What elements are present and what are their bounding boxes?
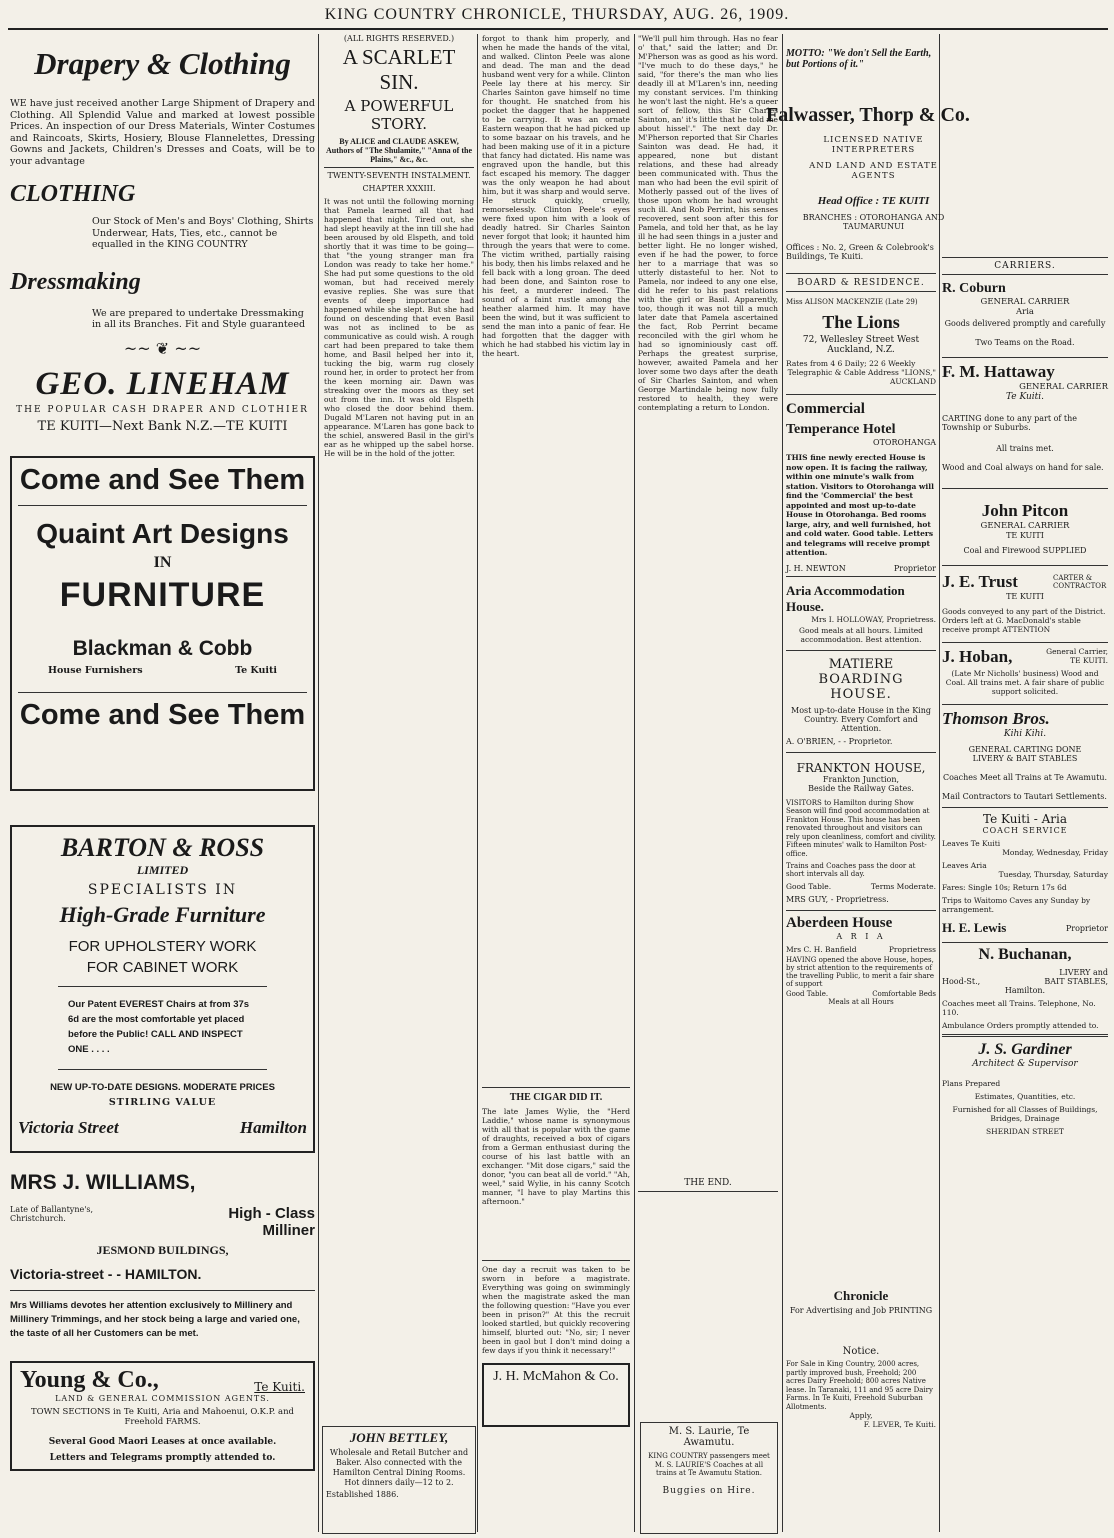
divider [786,650,936,651]
coburn-text: Goods delivered promptly and carefully [944,319,1106,328]
coal-firewood: Coal and Firewood SUPPLIED [963,546,1087,555]
divider [786,910,936,911]
divider [942,565,1108,566]
railway-gates: Beside the Railway Gates. [808,783,914,793]
hattaway-name: F. M. Hattaway [942,362,1055,381]
story-title: A SCARLET SIN. [342,45,456,94]
land-agents: LAND & GENERAL COMMISSION AGENTS. [55,1393,270,1403]
lineham-location: TE KUITI—Next Bank N.Z.—TE KUITI [37,418,288,434]
divider [942,642,1108,643]
lions-name: The Lions [822,312,900,332]
divider [18,505,307,506]
licensed-label: LICENSED NATIVE INTERPRETERS [823,135,924,155]
aria-meals: Good meals at all hours. Limited accommodation. Best attention. [799,625,923,644]
high-grade-label: High-Grade Furniture [59,901,266,927]
trust-te-kuiti: TE KUITI [1006,592,1044,601]
house-furnishers: House Furnishers [48,664,143,676]
divider [942,807,1108,808]
branches-label: BRANCHES : OTOROHANGA AND TAUMARUNUI [802,213,945,231]
land-agents-label: AND LAND AND ESTATE AGENTS [809,161,938,181]
furniture-heading: FURNITURE [59,575,266,614]
clothing-text: Our Stock of Men's and Boys' Clothing, Shirts Underwear, Hats, Ties, etc., cannot be equalled in the KING COUNTRY [92,216,314,250]
column-divider [477,34,478,1532]
notice-ad [786,1346,936,1429]
jesmond-label: JESMOND BUILDINGS, [96,1242,229,1257]
hoban-text: (Late Mr Nicholls' business) Wood and Coal. All trains met. A fair share of public support solicited. [945,669,1105,696]
hattaway-carrier: GENERAL CARRIER [1019,382,1108,392]
hoban-carrier: General Carrier, TE KUITI. [1046,647,1108,665]
buggies-label: Buggies on Hire. [662,1485,756,1496]
bettley-established: Established 1886. [326,1490,399,1499]
carting-text: CARTING done to any part of the Township or Suburbs. [942,414,1078,432]
carriers-heading: CARRIERS. [994,261,1056,271]
furnished-label: Furnished for all Classes of Buildings, Bridges, Drainage [952,1105,1098,1123]
williams-name: MRS J. WILLIAMS, [10,1170,196,1194]
hamilton-label: Hamilton [239,1117,307,1137]
rights-label: (ALL RIGHTS RESERVED.) [343,34,455,43]
story-powerful: A POWERFUL [344,97,454,115]
cigar-text: The late James Wylie, the "Herd Laddie," whose name is synonymous with all that is popular with the game of draughts, received a box of cigars from a German enthusiast during the course of his last battle with an exchanger. "Mit dose cigars," said the donor, "you can beat all de vorld." "Ah, weel," said Wylie, in his canny Scotch manner, "I have to play Martins this afternoon." [482,1107,630,1206]
dressmaking-text: We are prepared to undertake Dressmaking in all its Branches. Fit and Style guaranteed [92,307,306,330]
banfield-proprietress: Proprietress [888,945,936,954]
high-class-label: High - Class [228,1204,315,1222]
divider [942,357,1108,358]
column-divider [782,34,783,1532]
mcmahon-name: J. H. McMahon & Co. [493,1369,619,1384]
top-rule [8,28,1108,30]
visitors-text: VISITORS to Hamilton during Show Season will find good accommodation at Frankton House. This house has been renovated throughout and visitors can rely upon cleanliness, comfort and civility. Fifteen minutes' walk to Hamilton Post-office. [786,798,936,858]
coach-service: COACH SERVICE [982,826,1068,835]
wood-coal: Wood and Coal always on hand for sale. [942,463,1104,472]
fares-label: Fares: Single 10s; Return 17s 6d [942,883,1067,892]
buchanan-bait: BAIT STABLES, [1044,977,1108,986]
estimates-label: Estimates, Quantities, etc. [974,1092,1076,1101]
sheridan-label: SHERIDAN STREET [986,1127,1064,1136]
new-designs-label: NEW UP-TO-DATE DESIGNS. MODERATE PRICES [50,1081,275,1093]
column-4 [638,34,778,1532]
obrien-label: A. O'BRIEN, - - Proprietor. [786,736,893,746]
banfield-row [786,945,936,954]
lever-label: F. LEVER, Te Kuiti. [863,1420,936,1429]
divider [638,1191,778,1192]
williams-ad [10,1171,315,1341]
lineham-sub: THE POPULAR CASH DRAPER AND CLOTHIER [16,404,309,415]
kihikihi-label: Kihi Kihi. [1003,729,1047,739]
victoria-st-label: Victoria-street - - HAMILTON. [10,1265,202,1282]
column-divider [634,34,635,1532]
quaint-heading: Quaint Art Designs [36,517,289,549]
divider [786,273,936,274]
divider [786,576,936,577]
divider [942,488,1108,489]
te-kuiti-label: Te Kuiti [235,664,277,676]
barton-address [18,1118,307,1138]
temperance-name: Temperance Hotel [786,422,896,437]
laurie-name: M. S. Laurie, Te Awamutu. [668,1426,750,1448]
pitcon-te-kuiti: TE KUITI [1006,531,1044,540]
hoban-name: J. Hoban, [942,647,1013,666]
matiere-name: MATIERE [828,656,894,672]
young-header [20,1367,305,1394]
column-2 [324,34,474,1532]
meals-label: Meals at all Hours [828,998,894,1006]
story-continued-text: forgot to thank him properly, and when he made the hands of the vital, and walked. Clinton Peele was alone and dead. The man and the dead husband went very for a while. Clinton Peele lay there at his mercy. Sir Charles Sainton gave himself no time for thought. He snatched from his pocket the dagger that he happened to be carrying. It was an ornate Eastern weapon that he had picked up to some bazaar on his travels, and he had been making use of it in a picture that fancy had dictated. His name was engraved upon the handle, but this fact escaped his memory. The dagger was the only weapon he had about him, but it was sharp and would serve. He struck quickly, cruelly, remorselessly. Clinton Peele's eyes were fixed upon him with a look of deadly hatred. Sir Charles Sainton never forgot that look; it haunted him through the years that were to come. The victim writhed, partially raising his body, then his limbs relaxed and he fell back with a long groan. The deed had been done, and Sainton rose to his feet, a murderer indeed. The sound of a faint rustle among the heather alarmed him. It may have been the wind, but it was sufficient to send the man into a panic of fear. He had forgotten that the dagger with which he had stabbed his victim lay in the heart. [482,34,630,358]
divider [10,1290,315,1291]
frankton-terms [786,882,936,891]
head-office: Head Office : TE KUITI [817,195,930,207]
livery-label: LIVERY & BAIT STABLES [972,754,1078,763]
come-see-heading-2: Come and See Them [19,698,306,731]
sterling-label: STIRLING VALUE [108,1096,217,1108]
plans-label: Plans Prepared [942,1079,1001,1088]
story-authors: Authors of "The Shulamite," "Anna of the Plains," &c., &c. [325,146,472,164]
victoria-street: Victoria Street [18,1117,119,1137]
high-class-block [228,1205,315,1239]
lewis-name: H. E. Lewis [942,920,1007,935]
blackman-cobb-ad [10,456,315,791]
cigar-title: THE CIGAR DID IT. [509,1092,603,1103]
divider [942,942,1108,943]
monday-label: Monday, Wednesday, Friday [1002,848,1108,857]
apply-label: Apply, [849,1411,873,1420]
pitcon-name: John Pitcon [981,501,1069,520]
gardiner-title: Architect & Supervisor [972,1059,1078,1069]
newton-row [786,564,936,573]
town-sections: TOWN SECTIONS in Te Kuiti, Aria and Mahoenui, O.K.P. and Freehold FARMS. [31,1406,294,1427]
mcmahon-ad [482,1363,630,1427]
divider [942,1034,1108,1037]
laurie-ad [640,1422,778,1534]
milliner-label: Milliner [262,1221,315,1239]
in-heading: IN [153,553,172,571]
masthead: KING COUNTRY CHRONICLE, THURSDAY, AUG. 26, 1909. [324,6,790,23]
young-location: Te Kuiti. [254,1379,305,1394]
spacer [942,34,1108,254]
ambulance-label: Ambulance Orders promptly attended to. [942,1021,1099,1030]
coaches-label: Coaches Meet all Trains at Te Awamutu. [942,773,1108,782]
general-carting: GENERAL CARTING DONE [968,745,1082,754]
drapery-ad [10,46,315,434]
everest-text: Our Patent EVEREST Chairs at from 37s 6d are the most comfortable yet placed before the Public! CALL AND INSPECT ONE . . . . [68,998,250,1055]
letters-label: Letters and Telegrams promptly attended to. [49,1452,276,1463]
lions-rates: Rates from 4 6 Daily; 22 6 Weekly [786,359,916,368]
good-table: Good Table. [786,882,832,891]
divider [58,1069,267,1070]
blackman-name: Blackman & Cobb [72,636,253,660]
blackman-sub [48,665,277,676]
trust-row [942,572,1108,592]
commercial-name: Commercial [786,401,865,417]
divider [942,274,1108,275]
mail-label: Mail Contractors to Tautari Settlements. [942,792,1107,801]
coburn-carrier: GENERAL CARRIER [980,297,1070,307]
coburn-aria: Aria [1016,307,1034,317]
comfortable-beds: Comfortable Beds [872,990,936,998]
pitcon-carrier: GENERAL CARRIER [980,521,1070,531]
holloway-name: Mrs I. HOLLOWAY, Proprietress. [811,614,936,624]
all-trains: All trains met. [996,444,1054,453]
good-table-2: Good Table. [786,990,829,998]
trains-text: Trains and Coaches pass the door at short intervals all day. [786,862,916,878]
drapery-title: Drapery & Clothing [34,46,291,81]
chronicle-ad [786,1288,936,1315]
frankton-name: FRANKTON HOUSE, [796,760,926,775]
ornament-icon: ~~ ❦ ~~ [123,338,202,358]
trips-label: Trips to Waitomo Caves any Sunday by arrangement. [942,896,1091,914]
buchanan-hood: Hood-St., [942,977,981,986]
clothing-title: CLOTHING [10,181,136,207]
divider [324,167,474,168]
divider [942,704,1108,705]
lewis-proprietor: Proprietor [1065,923,1108,933]
notice-text: For Sale in King Country, 2000 acres, partly improved bush, Freehold; 200 acres Dairy Freehold; 800 acres Native lease. In Taranaki, 111 and 95 acre Dairy Farms. In Te Kuiti, Freehold Suburban Allotments. [786,1360,933,1411]
cabinet-label: FOR CABINET WORK [86,958,239,976]
bettley-text: Wholesale and Retail Butcher and Baker. Also connected with the Hamilton Central Dining Rooms. Hot dinners daily—12 to 2. [329,1448,469,1487]
divider [786,752,936,753]
advertising-text: For Advertising and Job PRINTING [789,1306,933,1315]
hoban-row [942,647,1108,667]
guy-label: MRS GUY, - Proprietress. [786,895,889,904]
terms-label: Terms Moderate. [870,882,936,891]
aberdeen-name: Aberdeen House [786,915,893,931]
trust-carter: CARTER & CONTRACTOR [1053,574,1107,590]
come-see-heading: Come and See Them [19,463,306,496]
column-6 [942,34,1108,1532]
divider [482,1087,630,1088]
aberdeen-text: HAVING opened the above House, hopes, by strict attention to the requirements of the travelling Public, to merit a fair share of support [786,956,934,988]
aberdeen-terms [786,990,936,998]
frankton-junction: Frankton Junction, [822,774,900,784]
williams-row [10,1205,315,1239]
leaves-aria: Leaves Aria [942,861,987,870]
bettley-ad [322,1426,476,1534]
bettley-name: JOHN BETTLEY, [349,1430,449,1445]
installment-label: TWENTY-SEVENTH INSTALMENT. [327,171,471,180]
trust-text: Goods conveyed to any part of the District. Orders left at G. MacDonald's stable receive prompt ATTENTION [942,607,1106,634]
coburn-name: R. Coburn [942,281,1006,296]
offices-label: Offices : No. 2, Green & Colebrook's Buildings, Te Kuiti. [786,243,934,261]
aria-name: Aria Accommodation House. [786,582,905,614]
buchanan-name: N. Buchanan, [978,946,1072,963]
banfield-name: Mrs C. H. Banfield [786,945,857,954]
lions-city: Auckland, N.Z. [827,345,895,355]
chronicle-name: Chronicle [833,1288,889,1303]
story-conclusion-text: "We'll pull him through. Has no fear o' that," said the latter; and Dr. M'Pherson was as good as his word. "I've much to do these days," he said, "for there's the man who lies deadly ill at M'Laren's inn, needing my constant services. I'm thinking he won't last the night. He's a queer sort of fellow, this Sir Charles Sainton, an' it's little that he told me about hissel'." The next day Dr. M'Pherson reported that Sir Charles Sainton was dead. He had, it appeared, none but distant relations, and these had already been communicated with. Thus the man who had been the evil spirit of Motherly passed out of the lives of those upon whom he had wrought such ill. And Rob Perrint, his senses recovered, sent soon after this for Pamela, and told her that, as he lay ill he had seen things in a juster and better light. He no longer wished, even if he had the power, to force her to a marriage that was so utterly distasteful to her. Not to Pamela, nor indeed to any one else, did he refer to his past relations with the girl or Basil. Apparently, too, though it was not till a much later date that Pamela ascertained the fact, Rob Perrint became reconciled with the girl whom he had so ignominiously cast off. Perhaps the greatest surprise, however, awaited Pamela and her lover some two days after the death of Sir Charles Sainton, and when George Martindale being now fully restored to health, they were contemplating a return to London. [638,34,778,412]
maori-leases: Several Good Maori Leases at once available. [48,1436,277,1447]
dressmaking-title: Dressmaking [10,268,141,295]
tuesday-label: Tuesday, Thursday, Saturday [998,870,1108,879]
te-kuiti-aria: Te Kuiti - Aria [983,812,1067,826]
matiere-text: Most up-to-date House in the King Country. Every Comfort and Attention. [791,705,931,733]
divider [786,394,936,395]
trust-name: J. E. Trust [942,572,1018,591]
lions-street: 72, Wellesley Street West [802,335,920,345]
specialists-label: SPECIALISTS IN [87,881,238,898]
the-end-label: THE END. [684,1178,732,1188]
divider [942,257,1108,258]
chapter-label: CHAPTER XXXIII. [362,184,436,193]
hotel-text: THIS fine newly erected House is now open. It is facing the railway, within one minute's walk from station. Visitors to Otorohanga will find the 'Commercial' the best appointed and most up-to-date House in Otorohanga. Bed rooms large, airy, and well furnished, hot and cold water. Good table. Letters and telegrams will receive prompt attention. [786,453,934,557]
notice-title: Notice. [842,1346,880,1357]
laurie-text: KING COUNTRY passengers meet M. S. LAURIE'S Coaches at all trains at Te Awamutu Station. [648,1452,770,1477]
upholstery-label: FOR UPHOLSTERY WORK [68,937,257,955]
column-1 [10,34,315,1532]
limited-label: LIMITED [136,862,189,877]
buchanan-coaches: Coaches meet all Trains. Telephone, No. 110. [942,999,1096,1017]
drapery-text: WE have just received another Large Shipment of Drapery and Clothing. All Splendid Value and marked at lowest possible Prices. An inspection of our Dress Materials, Winter Costumes and Raincoats, Skirts, Hosiery, Blouse Flannelettes, Dressing Gowns and Jackets, Children's Dresses and Coats, will be to your advantage [10,98,315,167]
column-3 [482,34,630,1532]
divider [786,291,936,292]
barton-name: BARTON & ROSS [60,832,265,862]
column-divider [318,34,319,1532]
story-by: By ALICE and CLAUDE ASKEW, [339,137,459,146]
buchanan-livery: LIVERY and [1059,968,1108,977]
ballantyne-text: Late of Ballantyne's, Christchurch. [10,1204,94,1223]
falwasser-name: Falwasser, Thorp & Co. [766,104,970,126]
barton-ross-ad [10,825,315,1153]
mackenzie-label: Miss ALISON MACKENZIE (Late 29) [786,298,918,306]
otorohanga-label: OTOROHANGA [873,438,936,447]
lions-telegraph: Telegraphic & Cable Address "LIONS," AUCKLAND [787,368,936,386]
thomson-name: Thomson Bros. [942,709,1050,728]
divider [58,986,267,987]
gardiner-name: J. S. Gardiner [978,1041,1072,1058]
story-label: STORY. [370,115,428,133]
lineham-name: GEO. LINEHAM [35,365,290,402]
divider [482,1260,630,1261]
leaves-te-kuiti: Leaves Te Kuiti [942,839,1001,848]
board-heading: BOARD & RESIDENCE. [797,278,925,288]
motto: MOTTO: "We don't Sell the Earth, but Portions of it." [786,48,932,70]
story-text: It was not until the following morning that Pamela learned all that had happened that night. Tired out, she had slept heavily at the inn till she had been aroused by old Elspeth, and told shortly that it was time to be going—that "the young stranger man fra London was ready to take her home." She had put some questions to the old woman, but had received merely evasive replies. She was sure that events of deep importance had happened while she slept. But she had found on descending that even Basil was not as inclined to be as communicative as could wish. A rough cart had been prepared to take them home, and Basil helped her into it, tucking the big, warm rug closely round her, in order to protect her from the keen morning air. Dawn was streaking over the moors as they set out from the inn. It was old Elspeth who closed the door behind them. Dugald M'Laren not having put in an appearance. M'Laren has gone back to the schiel, answered Basil in the girl's ear as he whipped up the sabel horse. He will be in the hold of the jotter. [324,197,474,458]
hattaway-te-kuiti: Te Kuiti. [1005,392,1045,402]
williams-text: Mrs Williams devotes her attention exclusively to Millinery and Millinery Trimmings, and her stock being a large and varied one, the taste of all her Customers can be met. [10,1299,300,1339]
divider [18,692,307,693]
buchanan-hamilton: Hamilton. [1004,986,1046,995]
newton-proprietor: Proprietor [893,563,936,573]
newton-name: J. H. NEWTON [786,563,846,573]
two-teams: Two Teams on the Road. [975,338,1075,347]
aberdeen-aria: A R I A [836,932,886,941]
young-name: Young & Co., [20,1366,159,1393]
court-text: One day a recruit was taken to be sworn in before a magistrate. Everything was going on swimmingly when the magistrate asked the man the following question: "Have you ever been in prison?" At this the recruit looked startled, but quickly recovering himself, blurted out: "No, sir; I never been in gaol but I don't mind doing a few days if you think it necessary!" [482,1265,630,1355]
buchanan-row [942,977,1108,986]
boarding-name: BOARDING HOUSE. [818,671,904,702]
young-co-ad [10,1361,315,1471]
lewis-row [942,920,1108,936]
